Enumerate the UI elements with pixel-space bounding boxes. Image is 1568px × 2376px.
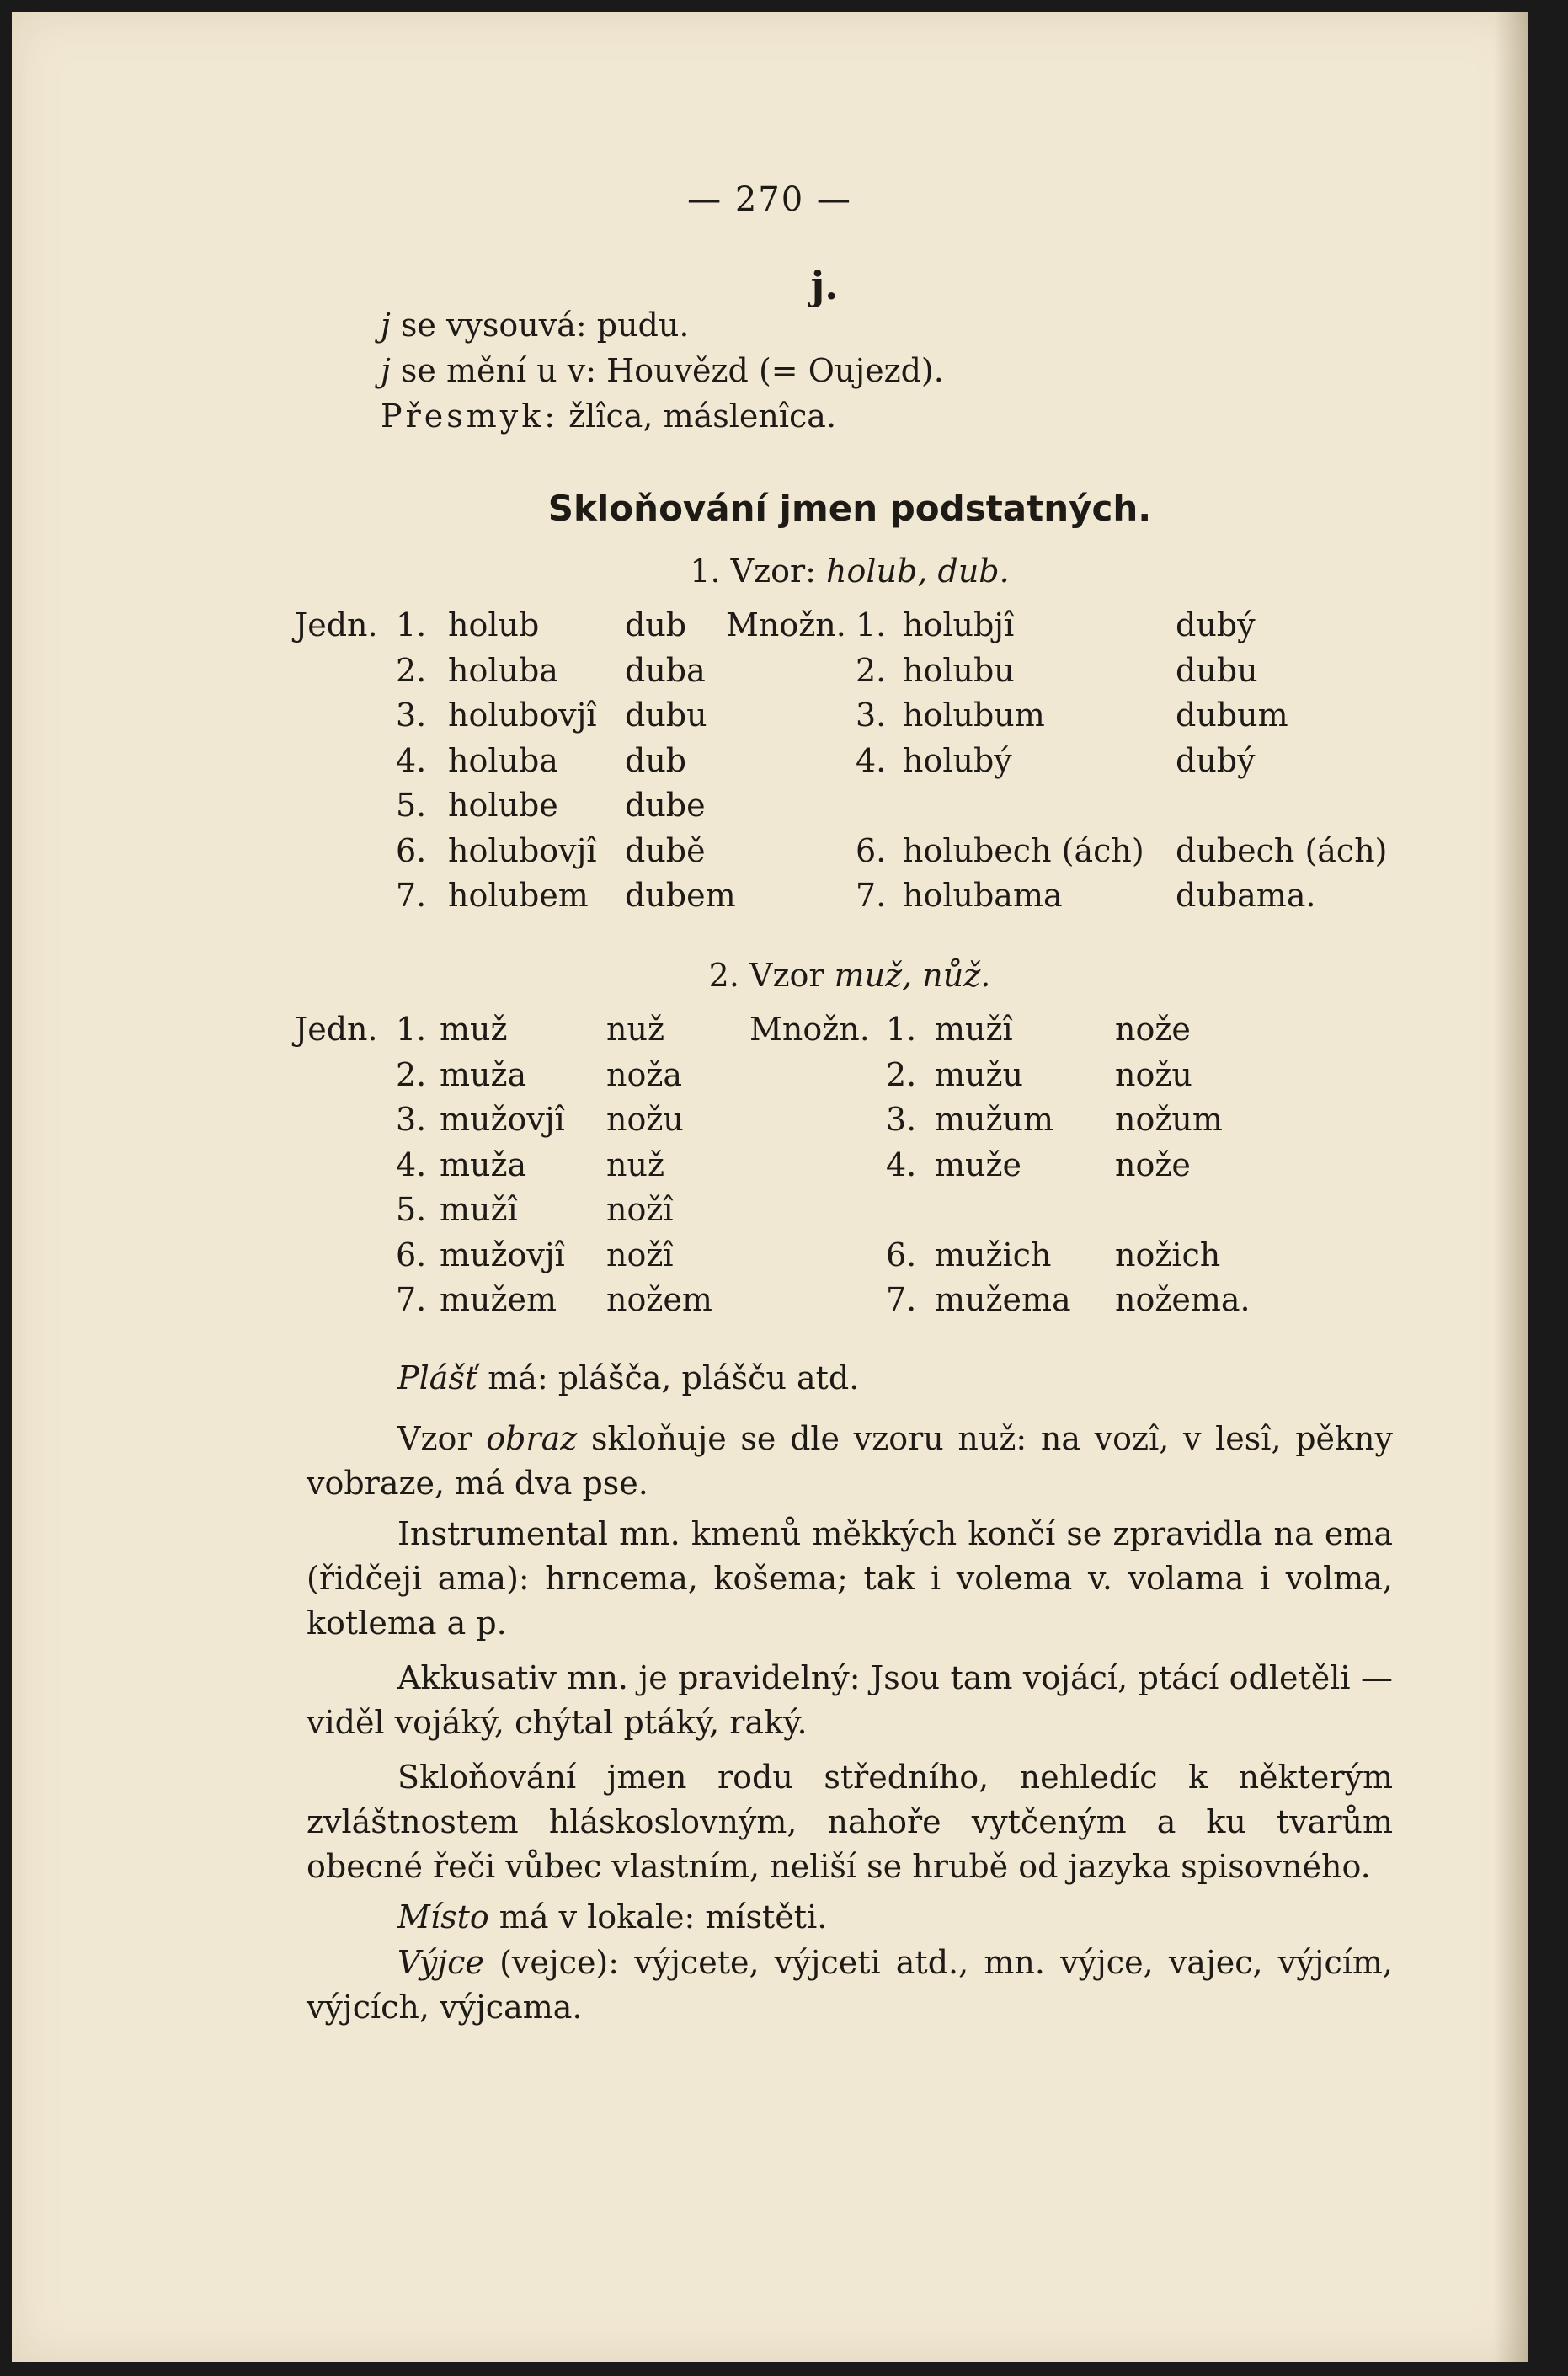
singular-form: mužovjî [440,1101,565,1138]
intro-text: se mění u v: Houvězd (= Oujezd). [390,352,944,389]
paragraph [307,1512,1393,1646]
plural-form: mužich [935,1236,1052,1273]
case-number: 3. [856,697,887,734]
plural-form: holubum [903,697,1045,734]
singular-label: Jedn. [295,1011,378,1048]
singular-form: nuž [606,1145,664,1183]
case-number: 6. [856,831,887,869]
case-number: 7. [856,877,887,914]
page-number: — 270 — [687,180,852,219]
case-number: 7. [396,1281,427,1318]
case-number: 1. [396,1011,427,1048]
paragraph [307,1941,1393,2030]
singular-form: dubu [625,697,707,734]
case-number: 6. [396,1236,427,1273]
singular-form: noža [606,1055,683,1093]
section-title: Skloňování jmen podstatných. [547,488,1152,529]
singular-form: nuž [606,1011,664,1048]
plural-form: nožema. [1115,1281,1251,1318]
plural-form: mužema [935,1281,1071,1318]
plural-form: dubum [1176,697,1288,734]
paragraph-lead: Plášť [397,1359,478,1396]
paradigm-title-words: muž, nůž. [834,957,991,994]
plural-form: mužum [935,1101,1054,1138]
plural-form: mužî [935,1011,1013,1048]
paragraph-text: (vejce): výjcete, výjceti atd., mn. výjce, vajec, výjcím, výjcích, výjcama. [307,1944,1393,2026]
plural-form: holubý [903,741,1012,779]
plural-form: dubama. [1176,877,1316,914]
plural-form: dubu [1176,651,1258,689]
plural-form: nožich [1115,1236,1221,1273]
singular-form: holubovjî [448,697,597,734]
singular-form: dub [625,606,687,643]
case-number: 3. [396,697,427,734]
case-number: 6. [396,831,427,869]
intro-line [381,352,944,389]
singular-form: mužem [440,1281,557,1318]
paragraph-lead: Výjce [397,1944,484,1981]
letter-heading: j. [810,263,839,308]
case-number: 4. [396,1145,427,1183]
singular-form: muža [440,1055,527,1093]
case-number: 4. [886,1145,917,1183]
case-number: 7. [396,877,427,914]
plural-label: Množn. [749,1011,870,1048]
singular-form: holub [448,606,540,643]
case-number: 7. [886,1281,917,1318]
singular-form: dub [625,741,687,779]
singular-form: nožî [606,1236,674,1273]
paragraph-lead: Místo [397,1898,489,1936]
paradigm-title-prefix: 1. Vzor: [690,553,827,590]
case-number: 4. [396,741,427,779]
page-edge-shadow [1494,12,1528,2362]
paradigm-title-words: holub, dub. [826,553,1010,590]
case-number: 5. [396,787,427,824]
plural-form: dubý [1176,606,1256,643]
plural-form: dubý [1176,741,1256,779]
paragraph-text: Akkusativ mn. je pravidelný: Jsou tam vojácí, ptácí odletěli — viděl vojáký, chýtal ptáký, raký. [307,1659,1393,1741]
singular-form: holubem [448,877,589,914]
plural-label: Množn. [726,606,846,643]
plural-form: holubama [903,877,1063,914]
paradigm-title-prefix: 2. Vzor [708,957,835,994]
paragraph [307,1755,1393,1889]
intro-text: se vysouvá: pudu. [390,307,690,344]
singular-form: mužî [440,1191,518,1228]
case-number: 4. [856,741,887,779]
paragraph-text: skloňuje se dle vzoru nuž: na vozî, v lesî, pěkny vobraze, má dva pse. [307,1420,1393,1502]
singular-label: Jedn. [295,606,378,643]
singular-form: dube [625,787,706,824]
intro-line [381,307,689,344]
intro-text: žlîca, máslenîca. [558,398,837,435]
intro-lead: j [381,352,391,389]
paradigm-title [12,553,1568,590]
paragraph [307,1656,1393,1745]
case-number: 2. [886,1055,917,1093]
case-number: 1. [396,606,427,643]
singular-form: dubě [625,831,706,869]
paragraph-text: má: plášča, plášču atd. [477,1359,860,1396]
singular-form: mužovjî [440,1236,565,1273]
paragraph-text: Skloňování jmen rodu středního, nehledíc k některým zvláštnostem hláskoslovným, nahoře vytčeným a ku tvarům obecné řeči vůbec vlastním, neliší se hrubě od jazyka spisovného. [307,1759,1393,1885]
intro-lead: Přesmyk: [381,398,559,435]
paragraph-pre: Vzor [397,1420,487,1457]
case-number: 1. [856,606,887,643]
case-number: 6. [886,1236,917,1273]
plural-form: holubech (ách) [903,831,1144,869]
singular-form: holuba [448,651,558,689]
plural-form: dubech (ách) [1176,831,1388,869]
plural-form: nožu [1115,1055,1192,1093]
plural-form: muže [935,1145,1022,1183]
plural-form: holubjî [903,606,1015,643]
plural-form: nože [1115,1011,1191,1048]
case-number: 2. [396,651,427,689]
plural-form: nožum [1115,1101,1223,1138]
intro-lead: j [381,307,391,344]
plural-form: mužu [935,1055,1024,1093]
plural-form: nože [1115,1145,1191,1183]
case-number: 2. [856,651,887,689]
singular-form: muža [440,1145,527,1183]
singular-form: nožu [606,1101,684,1138]
singular-form: nožî [606,1191,674,1228]
singular-form: duba [625,651,706,689]
paragraph-text: má v lokale: místěti. [488,1898,828,1936]
case-number: 3. [886,1101,917,1138]
intro-line [381,398,836,435]
singular-form: holubovjî [448,831,597,869]
paragraph [307,1417,1393,1506]
singular-form: muž [440,1011,508,1048]
singular-form: holube [448,787,558,824]
singular-form: nožem [606,1281,712,1318]
paragraph-lead: obraz [486,1420,578,1457]
paradigm-title [12,957,1568,994]
singular-form: dubem [625,877,736,914]
case-number: 2. [396,1055,427,1093]
paragraph [307,1356,1393,1401]
case-number: 1. [886,1011,917,1048]
case-number: 3. [396,1101,427,1138]
book-page [12,12,1528,2362]
paragraph [307,1895,1393,1940]
plural-form: holubu [903,651,1015,689]
case-number: 5. [396,1191,427,1228]
paragraph-text: Instrumental mn. kmenů měkkých končí se zpravidla na ema (řidčeji ama): hrncema, košema; tak i volema v. volama i volma, kotlema a p. [307,1515,1393,1642]
singular-form: holuba [448,741,558,779]
